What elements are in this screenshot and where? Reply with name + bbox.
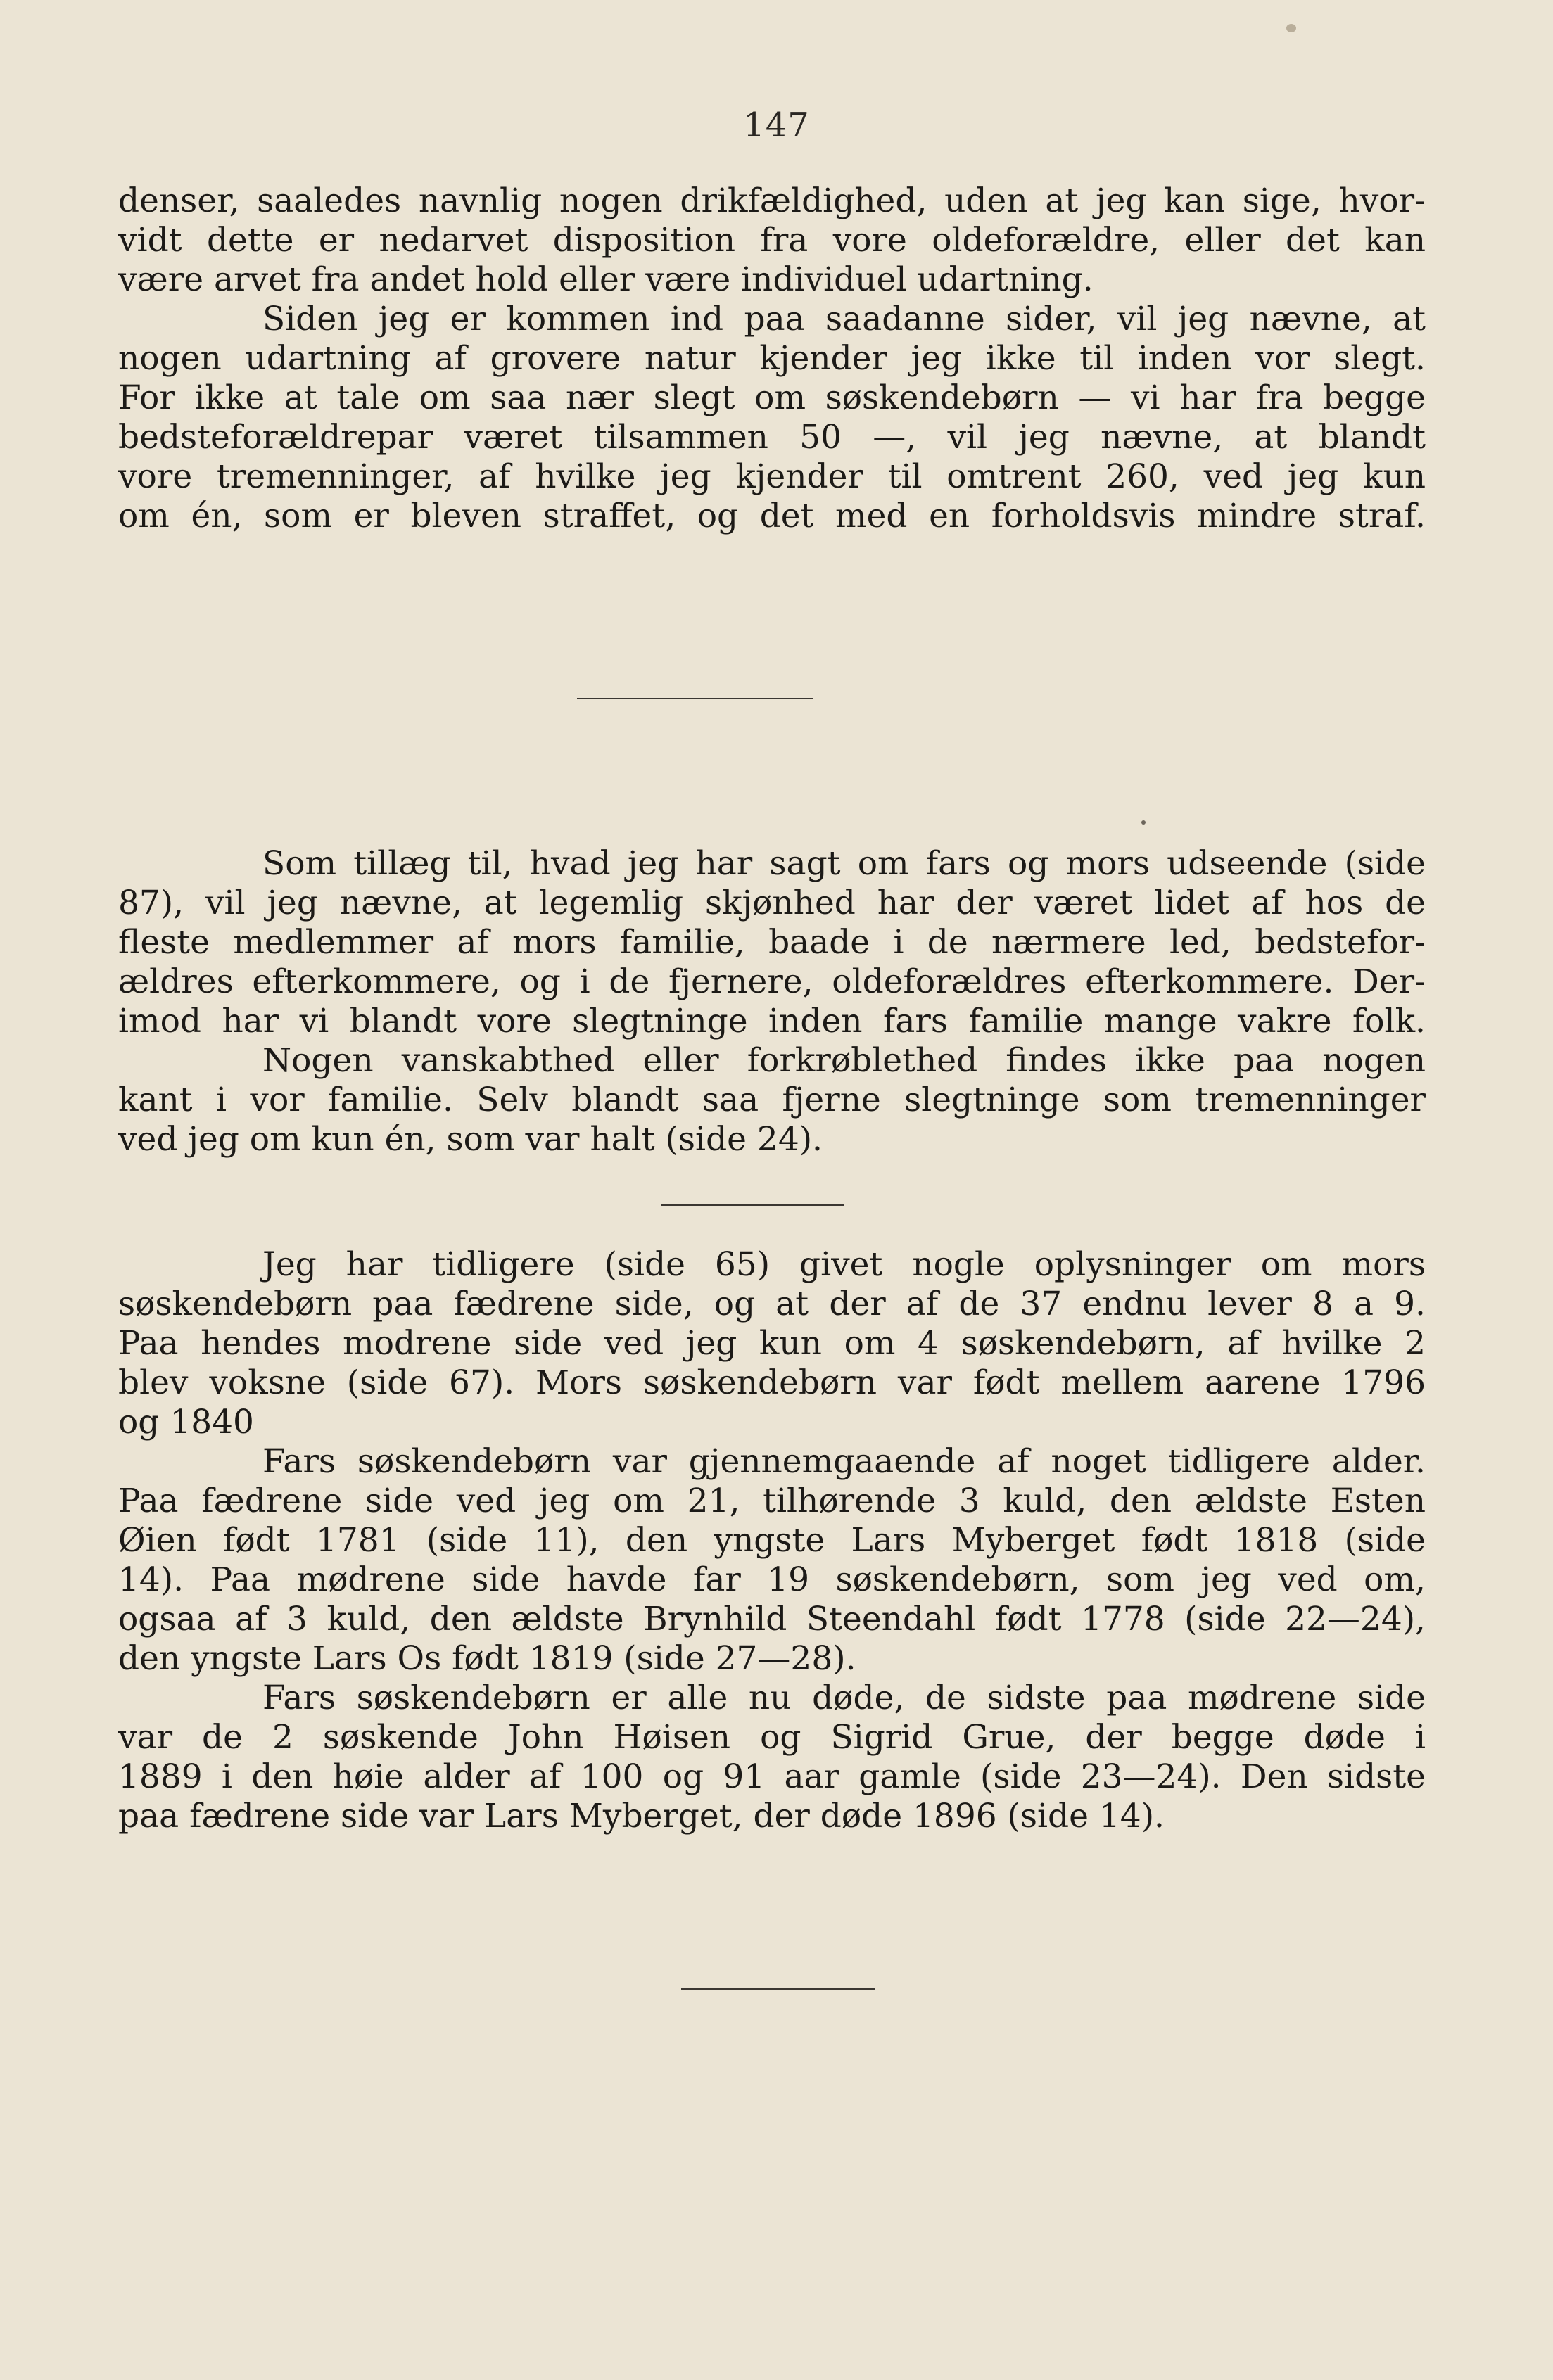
text-line: var de 2 søskende John Høisen og Sigrid Grue, der begge døde i — [118, 1718, 1426, 1757]
text-line: ældres efterkommere, og i de fjernere, oldeforældres efterkommere. Der- — [118, 962, 1426, 1001]
text-line: Nogen vanskabthed eller forkrøblethed findes ikke paa nogen — [262, 1041, 1426, 1080]
text-line: Paa fædrene side ved jeg om 21, tilhørende 3 kuld, den ældste Esten — [118, 1482, 1426, 1520]
text-line: kant i vor familie. Selv blandt saa fjerne slegtninge som tremenninger — [118, 1081, 1426, 1119]
text-line: 87), vil jeg nævne, at legemlig skjønhed har der været lidet af hos de — [118, 884, 1426, 922]
text-line: ogsaa af 3 kuld, den ældste Brynhild Steendahl født 1778 (side 22—24), — [118, 1600, 1426, 1638]
text-line: Fars søskendebørn er alle nu døde, de sidste paa mødrene side — [262, 1679, 1426, 1717]
text-line: Paa hendes modrene side ved jeg kun om 4 søskendebørn, af hvilke 2 — [118, 1324, 1426, 1363]
page-number: 147 — [743, 106, 810, 145]
text-line: fleste medlemmer af mors familie, baade i de nærmere led, bedstefor- — [118, 923, 1426, 962]
text-line: For ikke at tale om saa nær slegt om søskendebørn — vi har fra begge — [118, 378, 1426, 417]
paper-stain — [1286, 24, 1296, 32]
text-line: vidt dette er nedarvet disposition fra vore oldeforældre, eller det kan — [118, 221, 1426, 260]
text-line: søskendebørn paa fædrene side, og at der af de 37 endnu lever 8 a 9. — [118, 1285, 1426, 1323]
section-divider — [661, 1204, 844, 1206]
text-line: Siden jeg er kommen ind paa saadanne sider, vil jeg nævne, at — [262, 300, 1426, 338]
text-line: Øien født 1781 (side 11), den yngste Lars Myberget født 1818 (side — [118, 1521, 1426, 1560]
section-divider — [577, 698, 813, 699]
text-line: nogen udartning af grovere natur kjender jeg ikke til inden vor slegt. — [118, 339, 1426, 378]
text-line: Som tillæg til, hvad jeg har sagt om fars og mors udseende (side — [262, 844, 1426, 883]
text-line: den yngste Lars Os født 1819 (side 27—28). — [118, 1639, 856, 1678]
section-divider — [681, 1988, 875, 1990]
text-line: paa fædrene side var Lars Myberget, der døde 1896 (side 14). — [118, 1797, 1165, 1835]
text-line: bedsteforældrepar været tilsammen 50 —, vil jeg nævne, at blandt — [118, 418, 1426, 457]
text-line: denser, saaledes navnlig nogen drikfældighed, uden at jeg kan sige, hvor- — [118, 182, 1426, 220]
text-line: om én, som er bleven straffet, og det med en forholdsvis mindre straf. — [118, 497, 1426, 535]
paragraph-block-1 — [118, 182, 1426, 536]
paragraph-block-3 — [118, 1245, 1426, 1836]
text-line: være arvet fra andet hold eller være individuel udartning. — [118, 260, 1094, 299]
text-line: ved jeg om kun én, som var halt (side 24). — [118, 1120, 823, 1159]
text-line: Fars søskendebørn var gjennemgaaende af noget tidligere alder. — [262, 1442, 1426, 1481]
text-line: blev voksne (side 67). Mors søskendebørn var født mellem aarene 1796 — [118, 1363, 1426, 1402]
paper-speck — [1141, 820, 1146, 825]
text-line: imod har vi blandt vore slegtninge inden fars familie mange vakre folk. — [118, 1002, 1426, 1041]
paragraph-block-2 — [118, 844, 1426, 1159]
text-line: 1889 i den høie alder af 100 og 91 aar gamle (side 23—24). Den sidste — [118, 1757, 1426, 1796]
text-line: og 1840 — [118, 1403, 254, 1442]
text-line: vore tremenninger, af hvilke jeg kjender til omtrent 260, ved jeg kun — [118, 457, 1426, 496]
text-line: 14). Paa mødrene side havde far 19 søskendebørn, som jeg ved om, — [118, 1560, 1426, 1599]
text-line: Jeg har tidligere (side 65) givet nogle oplysninger om mors — [262, 1245, 1426, 1284]
